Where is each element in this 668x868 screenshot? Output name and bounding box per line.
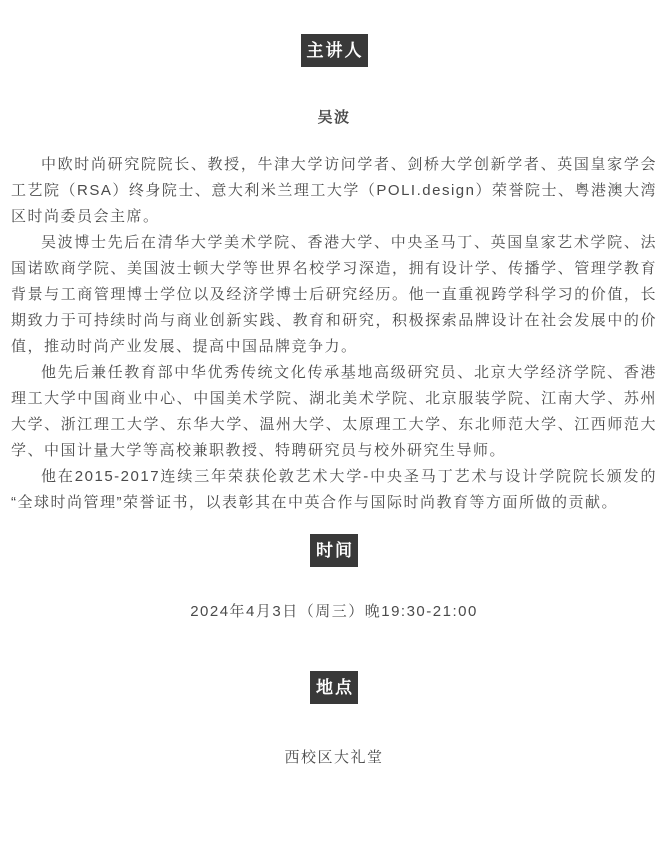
time-section bbox=[11, 534, 657, 625]
location-badge: 地点 bbox=[310, 671, 358, 704]
bio-paragraph-awards: 他在2015-2017连续三年荣获伦敦艺术大学-中央圣马丁艺术与设计学院院长颁发的“全球时尚管理”荣誉证书，以表彰其在中英合作与国际时尚教育等方面所做的贡献。 bbox=[11, 468, 657, 511]
time-badge-row bbox=[11, 534, 657, 567]
speaker-name: 吴波 bbox=[317, 109, 351, 126]
location-section bbox=[11, 671, 657, 771]
speaker-badge: 主讲人 bbox=[301, 34, 368, 67]
speaker-section bbox=[11, 34, 657, 516]
location-badge-row bbox=[11, 671, 657, 704]
time-badge: 时间 bbox=[310, 534, 358, 567]
event-location: 西校区大礼堂 bbox=[284, 749, 384, 766]
speaker-badge-row bbox=[11, 34, 657, 67]
bio-paragraph-titles: 中欧时尚研究院院长、教授，牛津大学访问学者、剑桥大学创新学者、英国皇家学会工艺院（RSA）终身院士、意大利米兰理工大学（POLI.design）荣誉院士、粤港澳大湾区时尚委员会主席。 bbox=[11, 156, 657, 225]
speaker-bio bbox=[11, 152, 657, 516]
event-time: 2024年4月3日（周三）晚19:30-21:00 bbox=[190, 603, 478, 620]
bio-paragraph-education: 吴波博士先后在清华大学美术学院、香港大学、中央圣马丁、英国皇家艺术学院、法国诺欧商学院、美国波士顿大学等世界名校学习深造，拥有设计学、传播学、管理学教育背景与工商管理博士学位以及经济学博士后研究经历。他一直重视跨学科学习的价值，长期致力于可持续时尚与商业创新实践、教育和研究，积极探索品牌设计在社会发展中的价值，推动时尚产业发展、提高中国品牌竞争力。 bbox=[11, 234, 657, 355]
bio-paragraph-appointments: 他先后兼任教育部中华优秀传统文化传承基地高级研究员、北京大学经济学院、香港理工大学中国商业中心、中国美术学院、湖北美术学院、北京服装学院、江南大学、苏州大学、浙江理工大学、东华大学、温州大学、太原理工大学、东北师范大学、江西师范大学、中国计量大学等高校兼职教授、特聘研究员与校外研究生导师。 bbox=[11, 364, 657, 459]
